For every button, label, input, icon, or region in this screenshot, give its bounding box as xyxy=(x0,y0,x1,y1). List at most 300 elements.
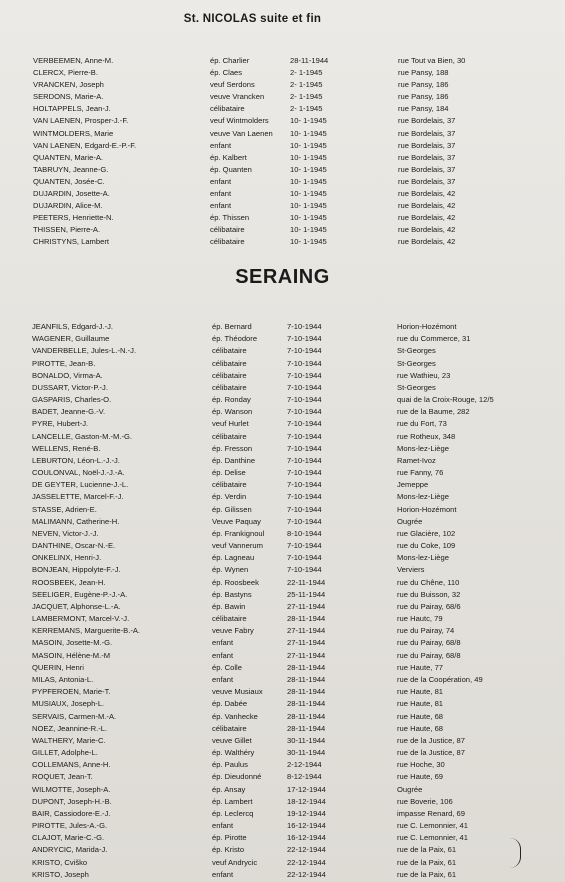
person-name: QUANTEN, Marie-A. xyxy=(33,152,104,162)
civil-status: ép. Kalbert xyxy=(210,152,247,162)
address-cell: rue Fanny, 76 xyxy=(397,468,444,478)
list-item xyxy=(0,796,565,808)
date-cell: 17-12-1944 xyxy=(287,784,326,794)
person-name: SEELIGER, Eugène-P.-J.-A. xyxy=(32,589,128,599)
list-item xyxy=(0,394,565,406)
address-cell: rue de la Justice, 87 xyxy=(397,748,465,758)
civil-status: ép. Verdin xyxy=(212,492,247,502)
list-item xyxy=(0,735,565,747)
list-item xyxy=(0,808,565,820)
list-item xyxy=(0,200,565,212)
civil-status: ép. Kristo xyxy=(212,845,245,855)
list-item xyxy=(0,869,565,881)
civil-status: ép. Charlier xyxy=(210,56,250,65)
list-item xyxy=(0,152,565,164)
address-cell: rue Hoche, 30 xyxy=(397,760,445,770)
date-cell: 27-11-1944 xyxy=(287,601,326,611)
list-item xyxy=(0,176,565,188)
civil-status: enfant xyxy=(212,821,234,831)
person-name: JEANFILS, Edgard-J.-J. xyxy=(32,322,114,331)
address-cell: Verviers xyxy=(397,565,425,575)
person-name: ONKELINX, Henri-J. xyxy=(32,553,102,563)
list-item xyxy=(0,164,565,176)
person-name: ANDRYCIC, Marida-J. xyxy=(32,845,108,855)
address-cell: rue Pansy, 184 xyxy=(398,104,449,114)
list-item xyxy=(0,516,565,528)
list-item xyxy=(0,212,565,224)
date-cell: 10- 1-1945 xyxy=(290,116,327,126)
civil-status: ép. Gilissen xyxy=(212,504,252,514)
person-name: LEBURTON, Léon-L.-J.-J. xyxy=(32,455,120,465)
address-cell: rue du Pairay, 68/8 xyxy=(397,650,461,660)
list-item xyxy=(0,140,565,152)
list-item xyxy=(0,188,565,200)
address-cell: rue Haute, 81 xyxy=(397,687,444,697)
address-cell: rue Haute, 68 xyxy=(397,723,444,733)
date-cell: 7-10-1944 xyxy=(287,346,322,356)
address-cell: Mons-lez-Liège xyxy=(397,492,449,502)
person-name: SERDONS, Marie-A. xyxy=(33,92,104,102)
civil-status: ép. Thissen xyxy=(210,213,250,223)
civil-status: veuf Serdons xyxy=(210,80,255,90)
person-name: DUPONT, Joseph-H.-B. xyxy=(32,796,112,806)
address-cell: Horion-Hozémont xyxy=(397,504,457,514)
civil-status: ép. Quanten xyxy=(210,164,252,174)
list-item xyxy=(0,711,565,723)
person-name: DUJARDIN, Alice-M. xyxy=(33,201,103,211)
person-name: ROQUET, Jean-T. xyxy=(32,772,93,782)
civil-status: Veuve Paquay xyxy=(212,516,261,526)
civil-status: ép. Théodore xyxy=(212,334,258,344)
person-name: KERREMANS, Marguerite-B.-A. xyxy=(32,626,141,636)
list-item xyxy=(0,418,565,430)
address-cell: Ramet-Ivoz xyxy=(397,455,436,465)
list-item xyxy=(0,564,565,576)
person-name: CHRISTYNS, Lambert xyxy=(33,237,109,247)
address-cell: rue Bordelais, 37 xyxy=(398,140,456,150)
person-name: MUSIAUX, Joseph-L. xyxy=(32,699,105,709)
list-item xyxy=(0,491,565,503)
list-item xyxy=(0,857,565,869)
date-cell: 10- 1-1945 xyxy=(290,213,327,223)
person-name: STASSE, Adrien-E. xyxy=(32,504,97,514)
address-cell: Horion-Hozémont xyxy=(397,322,457,331)
person-name: TABRUYN, Jeanne-G. xyxy=(33,164,109,174)
list-seraing xyxy=(0,321,565,881)
person-name: BONALDO, Virma-A. xyxy=(32,370,103,380)
person-name: KRISTO, Joseph xyxy=(32,869,89,879)
address-cell: rue de la Justice, 87 xyxy=(397,735,465,745)
civil-status: ép. Danthine xyxy=(212,455,256,465)
list-item xyxy=(0,662,565,674)
address-cell: rue Haute, 81 xyxy=(397,699,444,709)
date-cell: 7-10-1944 xyxy=(287,468,322,478)
address-cell: rue Glacière, 102 xyxy=(397,528,456,538)
address-cell: rue C. Lemonnier, 41 xyxy=(397,833,468,843)
person-name: WALTHERY, Marie-C. xyxy=(32,735,106,745)
person-name: PIROTTE, Jean-B. xyxy=(32,358,96,368)
person-name: LAMBERMONT, Marcel-V.-J. xyxy=(32,614,130,624)
person-name: WILMOTTE, Joseph-A. xyxy=(32,784,111,794)
list-item xyxy=(0,589,565,601)
civil-status: ép. Vanhecke xyxy=(212,711,258,721)
civil-status: enfant xyxy=(212,869,234,879)
list-item xyxy=(0,79,565,91)
civil-status: ép. Wynen xyxy=(212,565,249,575)
date-cell: 10- 1-1945 xyxy=(290,128,327,138)
address-cell: rue du Fort, 73 xyxy=(397,419,447,429)
list-item xyxy=(0,91,565,103)
person-name: QUANTEN, Josée-C. xyxy=(33,176,105,186)
civil-status: ép. Pirotte xyxy=(212,833,247,843)
address-cell: rue de la Paix, 61 xyxy=(397,845,457,855)
civil-status: ép. Colle xyxy=(212,662,242,672)
person-name: MALIMANN, Catherine-H. xyxy=(32,516,120,526)
address-cell: quai de la Croix-Rouge, 12/5 xyxy=(397,395,494,405)
list-item xyxy=(0,358,565,370)
date-cell: 22-12-1944 xyxy=(287,857,326,867)
person-name: QUERIN, Henri xyxy=(32,662,84,672)
address-cell: rue Bordelais, 37 xyxy=(398,152,456,162)
civil-status: veuf Hurlet xyxy=(212,419,249,429)
list-item xyxy=(0,479,565,491)
date-cell: 7-10-1944 xyxy=(287,443,322,453)
person-name: COULONVAL, Noël-J.-J.-A. xyxy=(32,468,125,478)
address-cell: rue Wathieu, 23 xyxy=(397,370,451,380)
list-item xyxy=(0,637,565,649)
civil-status: ép. Dieudonné xyxy=(212,772,262,782)
address-cell: rue du Coke, 109 xyxy=(397,541,456,551)
date-cell: 25-11-1944 xyxy=(287,589,326,599)
civil-status: célibataire xyxy=(210,104,245,114)
address-cell: rue Pansy, 186 xyxy=(398,92,449,102)
civil-status: veuve Gillet xyxy=(212,735,252,745)
civil-status: célibataire xyxy=(212,480,247,490)
civil-status: enfant xyxy=(210,176,232,186)
person-name: WELLENS, René-B. xyxy=(32,443,101,453)
person-name: COLLEMANS, Anne-H. xyxy=(32,760,111,770)
date-cell: 7-10-1944 xyxy=(287,492,322,502)
civil-status: célibataire xyxy=(210,225,245,235)
person-name: BAIR, Cassiodore-E.-J. xyxy=(32,808,111,818)
address-cell: Ougrée xyxy=(397,784,423,794)
list-item xyxy=(0,784,565,796)
date-cell: 22-12-1944 xyxy=(287,845,326,855)
civil-status: ép. Bastyns xyxy=(212,589,252,599)
date-cell: 10- 1-1945 xyxy=(290,164,327,174)
person-name: CLAJOT, Marie-C.-G. xyxy=(32,833,105,843)
date-cell: 28-11-1944 xyxy=(287,662,326,672)
address-cell: rue Bordelais, 37 xyxy=(398,164,456,174)
person-name: BADET, Jeanne-G.-V. xyxy=(32,407,106,417)
date-cell: 2- 1-1945 xyxy=(290,68,323,78)
address-cell: St-Georges xyxy=(397,382,436,392)
date-cell: 2- 1-1945 xyxy=(290,92,323,102)
date-cell: 28-11-1944 xyxy=(287,687,326,697)
civil-status: ép. Walthéry xyxy=(212,748,255,758)
list-item xyxy=(0,747,565,759)
list-item xyxy=(0,771,565,783)
civil-status: célibataire xyxy=(212,614,247,624)
date-cell: 7-10-1944 xyxy=(287,370,322,380)
date-cell: 28-11-1944 xyxy=(287,614,326,624)
person-name: MASOIN, Josette-M.-G. xyxy=(32,638,113,648)
civil-status: célibataire xyxy=(212,370,247,380)
address-cell: rue Pansy, 186 xyxy=(398,80,449,90)
date-cell: 30-11-1944 xyxy=(287,748,326,758)
address-cell: rue Bordelais, 37 xyxy=(398,128,456,138)
list-item xyxy=(0,103,565,115)
date-cell: 7-10-1944 xyxy=(287,334,322,344)
address-cell: St-Georges xyxy=(397,346,436,356)
list-item xyxy=(0,115,565,127)
civil-status: ép. Ronday xyxy=(212,395,251,405)
civil-status: ép. Lambert xyxy=(212,796,253,806)
person-name: NOEZ, Jeannine-R.-L. xyxy=(32,723,108,733)
list-item xyxy=(0,443,565,455)
person-name: CLERCX, Pierre-B. xyxy=(33,68,98,78)
person-name: WINTMOLDERS, Marie xyxy=(33,128,114,138)
list-item xyxy=(0,224,565,236)
date-cell: 7-10-1944 xyxy=(287,322,322,331)
civil-status: ép. Delise xyxy=(212,468,246,478)
date-cell: 28-11-1944 xyxy=(290,56,329,65)
date-cell: 28-11-1944 xyxy=(287,711,326,721)
person-name: SERVAIS, Carmen-M.-A. xyxy=(32,711,117,721)
list-item xyxy=(0,759,565,771)
address-cell: rue Bordelais, 37 xyxy=(398,116,456,126)
civil-status: ép. Paulus xyxy=(212,760,248,770)
address-cell: rue Rotheux, 348 xyxy=(397,431,456,441)
civil-status: célibataire xyxy=(212,723,247,733)
list-item xyxy=(0,321,565,333)
list-st-nicolas xyxy=(0,55,565,249)
person-name: HOLTAPPELS, Jean-J. xyxy=(33,104,111,114)
date-cell: 7-10-1944 xyxy=(287,407,322,417)
address-cell: rue Haute, 68 xyxy=(397,711,444,721)
person-name: JACQUET, Alphonse-L.-A. xyxy=(32,601,121,611)
list-item xyxy=(0,345,565,357)
date-cell: 7-10-1944 xyxy=(287,516,322,526)
civil-status: ép. Dabée xyxy=(212,699,248,709)
person-name: DUSSART, Victor-P.-J. xyxy=(32,382,108,392)
civil-status: ép. Fresson xyxy=(212,443,253,453)
date-cell: 7-10-1944 xyxy=(287,419,322,429)
date-cell: 7-10-1944 xyxy=(287,504,322,514)
address-cell: Jemeppe xyxy=(397,480,429,490)
date-cell: 27-11-1944 xyxy=(287,638,326,648)
person-name: VAN LAENEN, Prosper-J.-F. xyxy=(33,116,129,126)
date-cell: 19-12-1944 xyxy=(287,808,326,818)
civil-status: ép. Frankignoul xyxy=(212,528,265,538)
date-cell: 16-12-1944 xyxy=(287,821,326,831)
address-cell: rue Bordelais, 42 xyxy=(398,213,456,223)
list-item xyxy=(0,236,565,248)
date-cell: 10- 1-1945 xyxy=(290,140,327,150)
civil-status: veuve Van Laenen xyxy=(210,128,273,138)
date-cell: 28-11-1944 xyxy=(287,723,326,733)
person-name: DANTHINE, Oscar-N.-E. xyxy=(32,541,116,551)
civil-status: veuf Vannerum xyxy=(212,541,263,551)
date-cell: 30-11-1944 xyxy=(287,735,326,745)
date-cell: 2-12-1944 xyxy=(287,760,322,770)
person-name: GILLET, Adolphe-L. xyxy=(32,748,98,758)
person-name: PYRE, Hubert-J. xyxy=(32,419,89,429)
person-name: PYPFEROEN, Marie-T. xyxy=(32,687,111,697)
person-name: JASSELETTE, Marcel-F.-J. xyxy=(32,492,124,502)
date-cell: 22-11-1944 xyxy=(287,577,326,587)
section-title-seraing: SERAING xyxy=(235,266,330,288)
list-item xyxy=(0,832,565,844)
date-cell: 7-10-1944 xyxy=(287,565,322,575)
address-cell: rue de la Paix, 61 xyxy=(397,869,457,879)
civil-status: ép. Bawin xyxy=(212,601,246,611)
address-cell: Mons-lez-Liège xyxy=(397,553,449,563)
list-item xyxy=(0,431,565,443)
person-name: WAGENER, Guillaume xyxy=(32,334,110,344)
address-cell: St-Georges xyxy=(397,358,436,368)
address-cell: impasse Renard, 69 xyxy=(397,808,465,818)
civil-status: veuf Andrycic xyxy=(212,857,258,867)
civil-status: ép. Ansay xyxy=(212,784,246,794)
date-cell: 2- 1-1945 xyxy=(290,80,323,90)
date-cell: 2- 1-1945 xyxy=(290,104,323,114)
person-name: DE GEYTER, Lucienne-J.-L. xyxy=(32,480,129,490)
list-item xyxy=(0,382,565,394)
list-item xyxy=(0,540,565,552)
person-name: KRISTO, Cviško xyxy=(32,857,88,867)
list-item xyxy=(0,528,565,540)
list-item xyxy=(0,674,565,686)
address-cell: rue de la Baume, 282 xyxy=(397,407,470,417)
person-name: VAN LAENEN, Edgard-E.-P.-F. xyxy=(33,140,137,150)
list-item xyxy=(0,455,565,467)
date-cell: 10- 1-1945 xyxy=(290,225,327,235)
civil-status: enfant xyxy=(210,140,232,150)
date-cell: 7-10-1944 xyxy=(287,541,322,551)
address-cell: rue Bordelais, 42 xyxy=(398,225,456,235)
civil-status: veuf Wintmolders xyxy=(210,116,269,126)
address-cell: rue Haute, 69 xyxy=(397,772,444,782)
date-cell: 7-10-1944 xyxy=(287,358,322,368)
person-name: MILAS, Antonia-L. xyxy=(32,674,94,684)
date-cell: 7-10-1944 xyxy=(287,455,322,465)
list-item xyxy=(0,333,565,345)
date-cell: 10- 1-1945 xyxy=(290,176,327,186)
list-item xyxy=(0,844,565,856)
address-cell: rue C. Lemonnier, 41 xyxy=(397,821,468,831)
civil-status: veuve Fabry xyxy=(212,626,254,636)
person-name: ROOSBEEK, Jean-H. xyxy=(32,577,106,587)
civil-status: ép. Lagneau xyxy=(212,553,255,563)
person-name: VERBEEMEN, Anne-M. xyxy=(33,56,114,65)
civil-status: enfant xyxy=(212,650,234,660)
date-cell: 7-10-1944 xyxy=(287,480,322,490)
address-cell: rue Bordelais, 42 xyxy=(398,189,456,199)
civil-status: célibataire xyxy=(210,237,245,247)
date-cell: 27-11-1944 xyxy=(287,626,326,636)
date-cell: 27-11-1944 xyxy=(287,650,326,660)
date-cell: 7-10-1944 xyxy=(287,382,322,392)
person-name: VANDERBELLE, Jules-L.-N.-J. xyxy=(32,346,137,356)
address-cell: rue du Chêne, 110 xyxy=(397,577,460,587)
civil-status: ép. Leclercq xyxy=(212,808,254,818)
list-item xyxy=(0,820,565,832)
date-cell: 28-11-1944 xyxy=(287,699,326,709)
date-cell: 8-12-1944 xyxy=(287,772,322,782)
person-name: THISSEN, Pierre-A. xyxy=(33,225,101,235)
person-name: DUJARDIN, Josette-A. xyxy=(33,189,110,199)
civil-status: ép. Wanson xyxy=(212,407,253,417)
list-item xyxy=(0,67,565,79)
address-cell: rue de la Paix, 61 xyxy=(397,857,457,867)
date-cell: 7-10-1944 xyxy=(287,395,322,405)
date-cell: 8-10-1944 xyxy=(287,528,322,538)
list-item xyxy=(0,55,565,67)
date-cell: 16-12-1944 xyxy=(287,833,326,843)
civil-status: veuve Vrancken xyxy=(210,92,265,102)
person-name: VRANCKEN, Joseph xyxy=(33,80,104,90)
list-item xyxy=(0,625,565,637)
person-name: BONJEAN, Hippolyte-F.-J. xyxy=(32,565,121,575)
address-cell: rue Bordelais, 42 xyxy=(398,237,456,247)
list-item xyxy=(0,577,565,589)
person-name: NEVEN, Victor-J.-J. xyxy=(32,528,99,538)
person-name: MASOIN, Hélène-M.-M xyxy=(32,650,111,660)
list-item xyxy=(0,698,565,710)
civil-status: célibataire xyxy=(212,431,247,441)
date-cell: 10- 1-1945 xyxy=(290,189,327,199)
date-cell: 10- 1-1945 xyxy=(290,237,327,247)
person-name: GASPARIS, Charles-O. xyxy=(32,395,112,405)
civil-status: célibataire xyxy=(212,358,247,368)
list-item xyxy=(0,128,565,140)
address-cell: rue Haute, 77 xyxy=(397,662,444,672)
date-cell: 18-12-1944 xyxy=(287,796,326,806)
list-item xyxy=(0,467,565,479)
address-cell: rue Tout va Bien, 30 xyxy=(398,56,466,65)
civil-status: enfant xyxy=(212,674,234,684)
list-item xyxy=(0,406,565,418)
list-item xyxy=(0,686,565,698)
address-cell: Ougrée xyxy=(397,516,423,526)
civil-status: enfant xyxy=(210,189,232,199)
address-cell: rue Pansy, 188 xyxy=(398,68,449,78)
address-cell: Mons-lez-Liège xyxy=(397,443,449,453)
civil-status: célibataire xyxy=(212,346,247,356)
address-cell: rue du Pairay, 68/6 xyxy=(397,601,461,611)
date-cell: 22-12-1944 xyxy=(287,869,326,879)
civil-status: célibataire xyxy=(212,382,247,392)
address-cell: rue du Pairay, 68/8 xyxy=(397,638,461,648)
civil-status: ép. Bernard xyxy=(212,322,252,331)
list-item xyxy=(0,552,565,564)
person-name: PIROTTE, Jules-A.-G. xyxy=(32,821,108,831)
list-item xyxy=(0,601,565,613)
list-item xyxy=(0,723,565,735)
civil-status: veuve Musiaux xyxy=(212,687,263,697)
address-cell: rue du Commerce, 31 xyxy=(397,334,471,344)
person-name: LANCELLE, Gaston-M.-M.-G. xyxy=(32,431,133,441)
address-cell: rue du Pairay, 74 xyxy=(397,626,455,636)
list-item xyxy=(0,650,565,662)
address-cell: rue Bordelais, 37 xyxy=(398,176,456,186)
civil-status: ép. Claes xyxy=(210,68,243,78)
list-item xyxy=(0,613,565,625)
list-item xyxy=(0,504,565,516)
person-name: PEETERS, Henriette-N. xyxy=(33,213,114,223)
list-item xyxy=(0,370,565,382)
